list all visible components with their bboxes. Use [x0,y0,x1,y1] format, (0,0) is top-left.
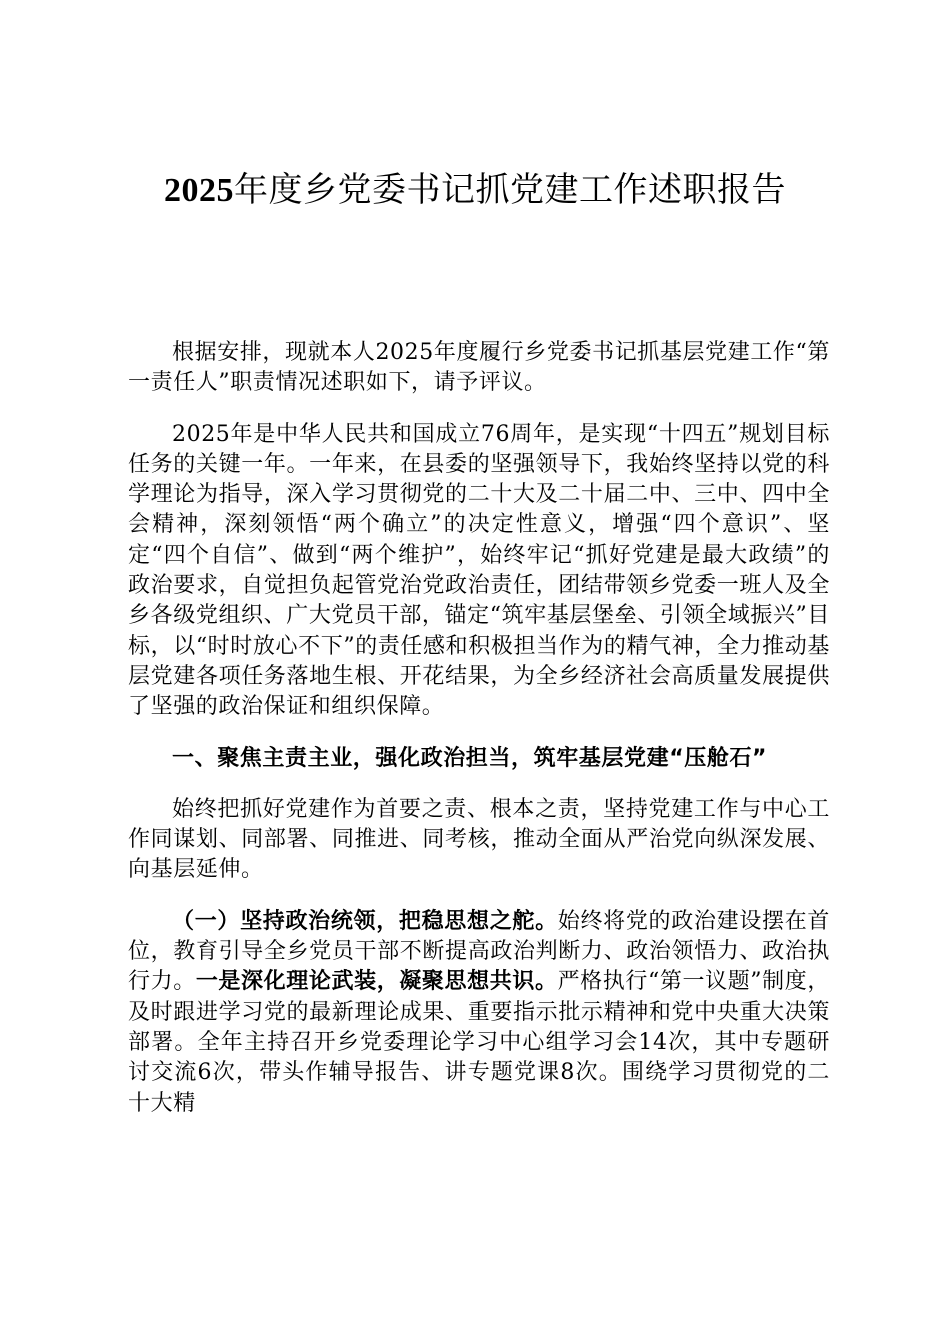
intro-paragraph: 根据安排，现就本人2025年度履行乡党委书记抓基层党建工作“第一责任人”职责情况述职如下，请予评议。 [128,340,830,396]
section-heading: 一、聚焦主责主业，强化政治担当，筑牢基层党建“压舱石” [172,745,768,771]
title-year: 2025 [164,172,234,209]
subsection-text: 始终将党的政治建设摆在首位，教育引导全乡党员干部不断提高政治判断力、政治领悟力、政治执行力。 [128,908,831,995]
subsection-paragraph [128,907,830,1119]
title-text: 年度乡党委书记抓党建工作述职报告 [234,170,786,210]
subsection-title: （一）坚持政治统领，把稳思想之舵。 [172,908,558,934]
document-body [128,338,830,1140]
section-intro-paragraph: 始终把抓好党建作为首要之责、根本之责，坚持党建工作与中心工作同谋划、同部署、同推进、同考核，推动全面从严治党向纵深发展、向基层延伸。 [128,796,830,883]
document-title [0,168,950,213]
point-text: 严格执行“第一议题”制度，及时跟进学习党的最新理论成果、重要指示批示精神和党中央重大决策部署。全年主持召开乡党委理论学习中心组学习会14次，其中专题研讨交流6次，带头作辅导报告、讲专题党课8次。围绕学习贯彻党的二十大精 [128,969,830,1116]
overview-paragraph: 2025年是中华人民共和国成立76周年，是实现“十四五”规划目标任务的关键一年。一年来，在县委的坚强领导下，我始终坚持以党的科学理论为指导，深入学习贯彻党的二十大及二十届二中、三中、四中全会精神，深刻领悟“两个确立”的决定性意义，增强“四个意识”、坚定“四个自信”、做到“两个维护”，始终牢记“抓好党建是最大政绩”的政治要求，自觉担负起管党治党政治责任，团结带领乡党委一班人及全乡各级党组织、广大党员干部，锚定“筑牢基层堡垒、引领全域振兴”目标，以“时时放心不下”的责任感和积极担当作为的精气神，全力推动基层党建各项任务落地生根、开花结果，为全乡经济社会高质量发展提供了坚强的政治保证和组织保障。 [128,421,830,720]
point-title: 一是深化理论武装，凝聚思想共识。 [195,969,558,995]
